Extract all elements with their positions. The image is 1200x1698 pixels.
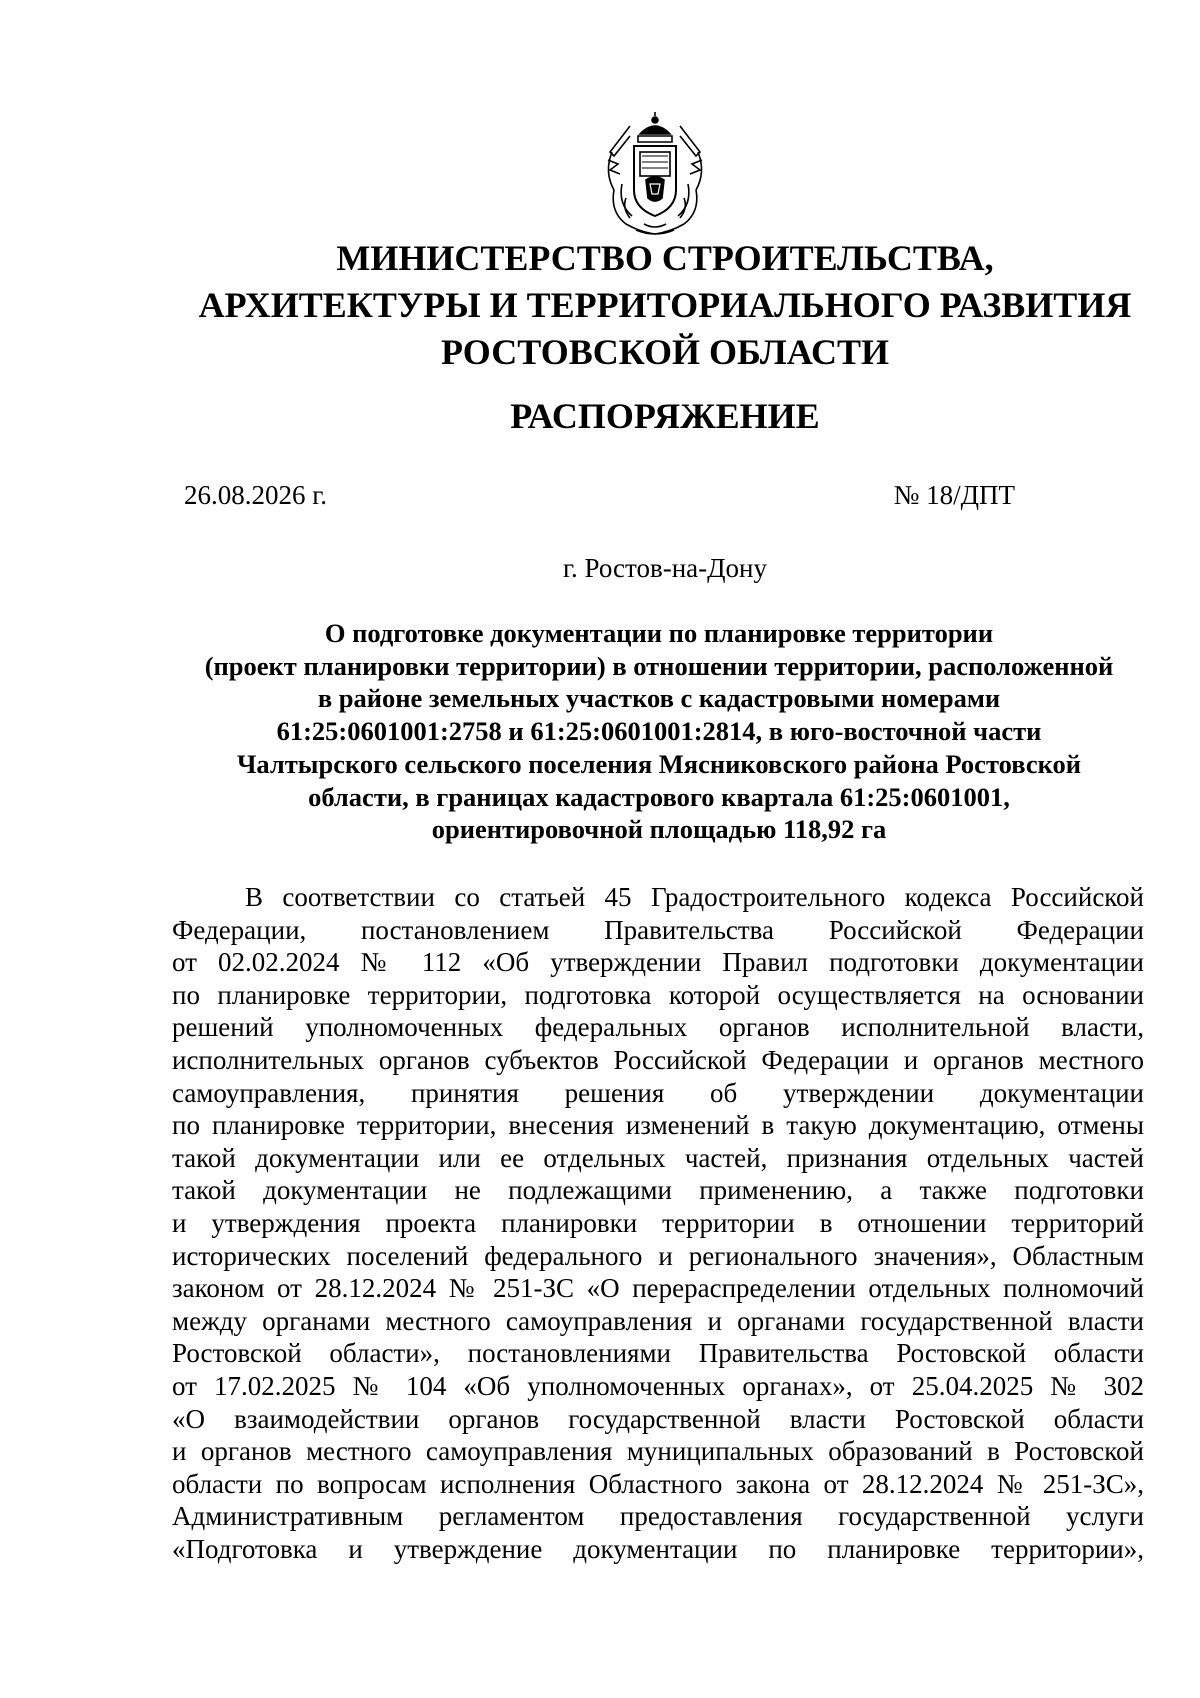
body-line: Административным регламентом предоставления государственной услуги xyxy=(172,1501,1144,1532)
title-line: О подготовке документации по планировке территории xyxy=(324,618,994,648)
body-line: и органов местного самоуправления муниципальных образований в Ростовской xyxy=(172,1436,1144,1467)
body-line: такой документации не подлежащими применению, а также подготовки xyxy=(172,1175,1144,1206)
body-line: Федерации, постановлением Правительства Российской Федерации xyxy=(172,914,1144,945)
body-line: «О взаимодействии органов государственной власти Ростовской области xyxy=(172,1403,1144,1434)
document-city: г. Ростов-на-Дону xyxy=(562,553,767,583)
document-title xyxy=(172,617,1146,846)
body-line: «Подготовка и утверждение документации по планировке территории», xyxy=(172,1533,1144,1564)
document-type: РАСПОРЯЖЕНИЕ xyxy=(510,396,820,436)
title-line: Чалтырского сельского поселения Мясниковского района Ростовской xyxy=(236,748,1082,779)
body-line: от 17.02.2025 № 104 «Об уполномоченных органах», от 25.04.2025 № 302 xyxy=(172,1370,1144,1401)
title-line: 61:25:0601001:2758 и 61:25:0601001:2814, в юго-восточной части xyxy=(276,716,1042,747)
title-line: (проект планировки территории) в отношении территории, расположенной xyxy=(204,650,1114,681)
body-line: законом от 28.12.2024 № 251-ЗС «О перераспределении отдельных полномочий xyxy=(172,1273,1144,1304)
body-line: самоуправления, принятия решения об утверждении документации xyxy=(172,1077,1144,1108)
ministry-line: АРХИТЕКТУРЫ И ТЕРРИТОРИАЛЬНОГО РАЗВИТИЯ xyxy=(198,285,1132,325)
body-line: между органами местного самоуправления и органами государственной власти xyxy=(172,1305,1144,1336)
body-line: от 02.02.2024 № 112 «Об утверждении Правил подготовки документации xyxy=(172,947,1144,978)
ministry-name xyxy=(0,235,1200,376)
document-date: 26.08.2026 г. xyxy=(184,480,328,510)
body-line: решений уполномоченных федеральных органов исполнительной власти, xyxy=(172,1012,1144,1043)
body-line: области по вопросам исполнения Областного закона от 28.12.2024 № 251-ЗС», xyxy=(172,1468,1144,1499)
title-line: области, в границах кадастрового квартала 61:25:0601001, xyxy=(308,781,1010,812)
body-line: и утверждения проекта планировки территории в отношении территорий xyxy=(172,1207,1144,1238)
body-line: по планировке территории, внесения изменений в такую документацию, отмены xyxy=(172,1110,1144,1141)
body-line: Ростовской области», постановлениями Правительства Ростовской области xyxy=(172,1338,1144,1369)
document-number: № 18/ДПТ xyxy=(893,480,1015,510)
ministry-line: РОСТОВСКОЙ ОБЛАСТИ xyxy=(441,332,889,372)
body-line: В соответствии со статьей 45 Градостроительного кодекса Российской xyxy=(245,882,1144,912)
body-line: по планировке территории, подготовка которой осуществляется на основании xyxy=(172,979,1144,1010)
title-line: ориентировочной площадью 118,92 га xyxy=(431,814,887,845)
title-line: в районе земельных участков с кадастровыми номерами xyxy=(317,683,1001,714)
ministry-line: МИНИСТЕРСТВО СТРОИТЕЛЬСТВА, xyxy=(336,238,994,278)
body-line: такой документации или ее отдельных частей, признания отдельных частей xyxy=(172,1142,1144,1173)
document-body xyxy=(172,881,1144,1565)
coat-of-arms-icon xyxy=(600,112,710,238)
body-line: исполнительных органов субъектов Российской Федерации и органов местного xyxy=(172,1044,1144,1075)
body-line: исторических поселений федерального и регионального значения», Областным xyxy=(172,1240,1144,1271)
